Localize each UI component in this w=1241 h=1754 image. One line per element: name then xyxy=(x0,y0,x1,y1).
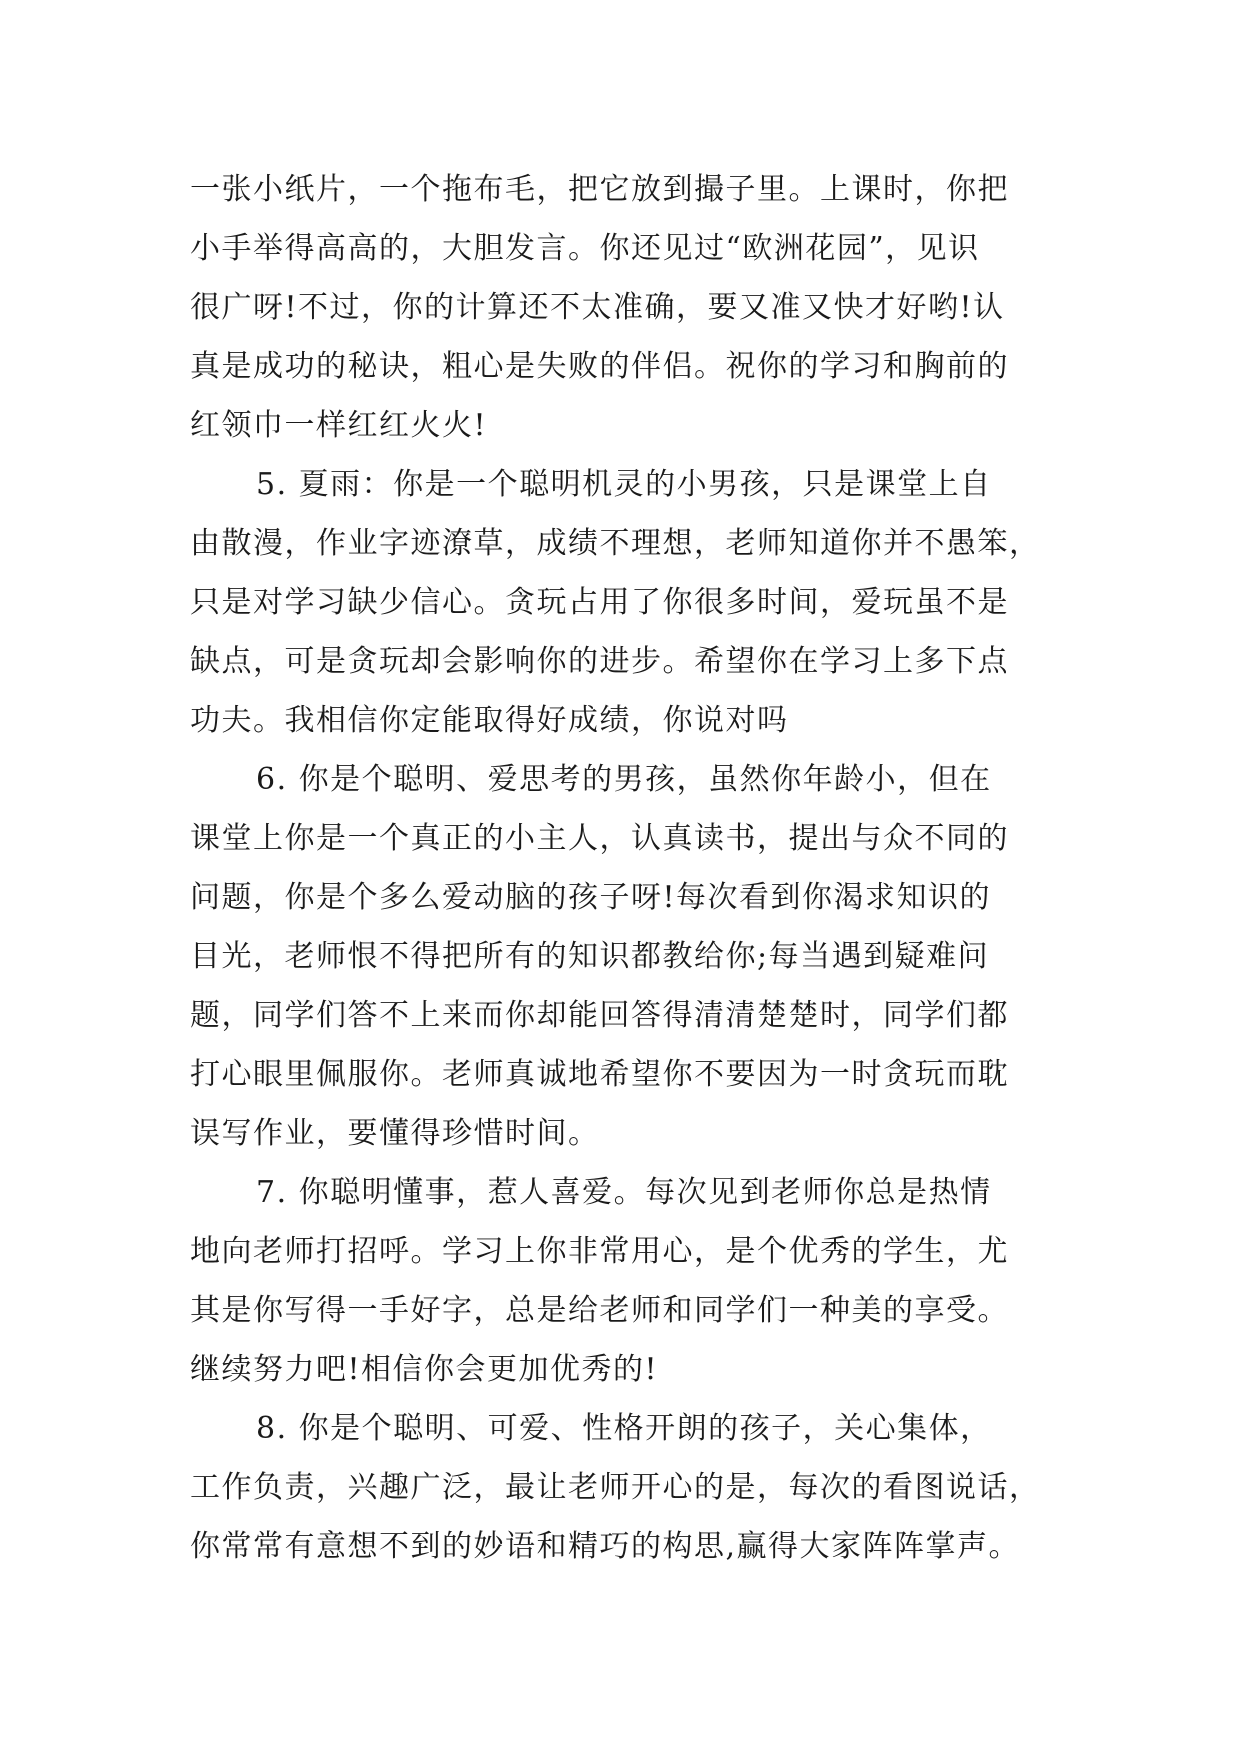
text-line: 只是对学习缺少信心。贪玩占用了你很多时间，爱玩虽不是 xyxy=(190,585,1009,620)
paragraph-start-line: 7. 你聪明懂事，惹人喜爱。每次见到老师你总是热情 xyxy=(256,1175,992,1210)
text-line: 问题，你是个多么爱动脑的孩子呀!每次看到你渴求知识的 xyxy=(190,880,992,915)
text-line: 功夫。我相信你定能取得好成绩，你说对吗 xyxy=(190,703,789,738)
text-line: 你常常有意想不到的妙语和精巧的构思,赢得大家阵阵掌声。 xyxy=(190,1529,1021,1564)
text-line: 继续努力吧!相信你会更加优秀的! xyxy=(190,1352,659,1387)
document-body xyxy=(190,160,1060,1576)
text-line: 小手举得高高的，大胆发言。你还见过“欧洲花园”，见识 xyxy=(190,231,980,266)
text-line: 目光，老师恨不得把所有的知识都教给你;每当遇到疑难问 xyxy=(190,939,990,974)
text-line: 红领巾一样红红火火! xyxy=(190,408,488,443)
text-line: 地向老师打招呼。学习上你非常用心，是个优秀的学生，尤 xyxy=(190,1234,1009,1269)
text-line: 由散漫，作业字迹潦草，成绩不理想，老师知道你并不愚笨， xyxy=(190,526,1041,561)
paragraph-start-line: 5. 夏雨：你是一个聪明机灵的小男孩，只是课堂上自 xyxy=(256,467,992,502)
text-line: 其是你写得一手好字，总是给老师和同学们一种美的享受。 xyxy=(190,1293,1009,1328)
text-line: 一张小纸片，一个拖布毛，把它放到撮子里。上课时，你把 xyxy=(190,172,1009,207)
text-line: 很广呀!不过，你的计算还不太准确，要又准又快才好哟!认 xyxy=(190,290,1005,325)
text-line: 工作负责，兴趣广泛，最让老师开心的是，每次的看图说话， xyxy=(190,1470,1041,1505)
paragraph-start-line: 8. 你是个聪明、可爱、性格开朗的孩子，关心集体， xyxy=(256,1411,992,1446)
text-line: 打心眼里佩服你。老师真诚地希望你不要因为一时贪玩而耽 xyxy=(190,1057,1009,1092)
paragraph-start-line: 6. 你是个聪明、爱思考的男孩，虽然你年龄小，但在 xyxy=(256,762,992,797)
text-line: 课堂上你是一个真正的小主人，认真读书，提出与众不同的 xyxy=(190,821,1009,856)
text-line: 真是成功的秘诀，粗心是失败的伴侣。祝你的学习和胸前的 xyxy=(190,349,1009,384)
text-line: 题，同学们答不上来而你却能回答得清清楚楚时，同学们都 xyxy=(190,998,1009,1033)
text-line: 误写作业，要懂得珍惜时间。 xyxy=(190,1116,600,1151)
text-line: 缺点，可是贪玩却会影响你的进步。希望你在学习上多下点 xyxy=(190,644,1009,679)
